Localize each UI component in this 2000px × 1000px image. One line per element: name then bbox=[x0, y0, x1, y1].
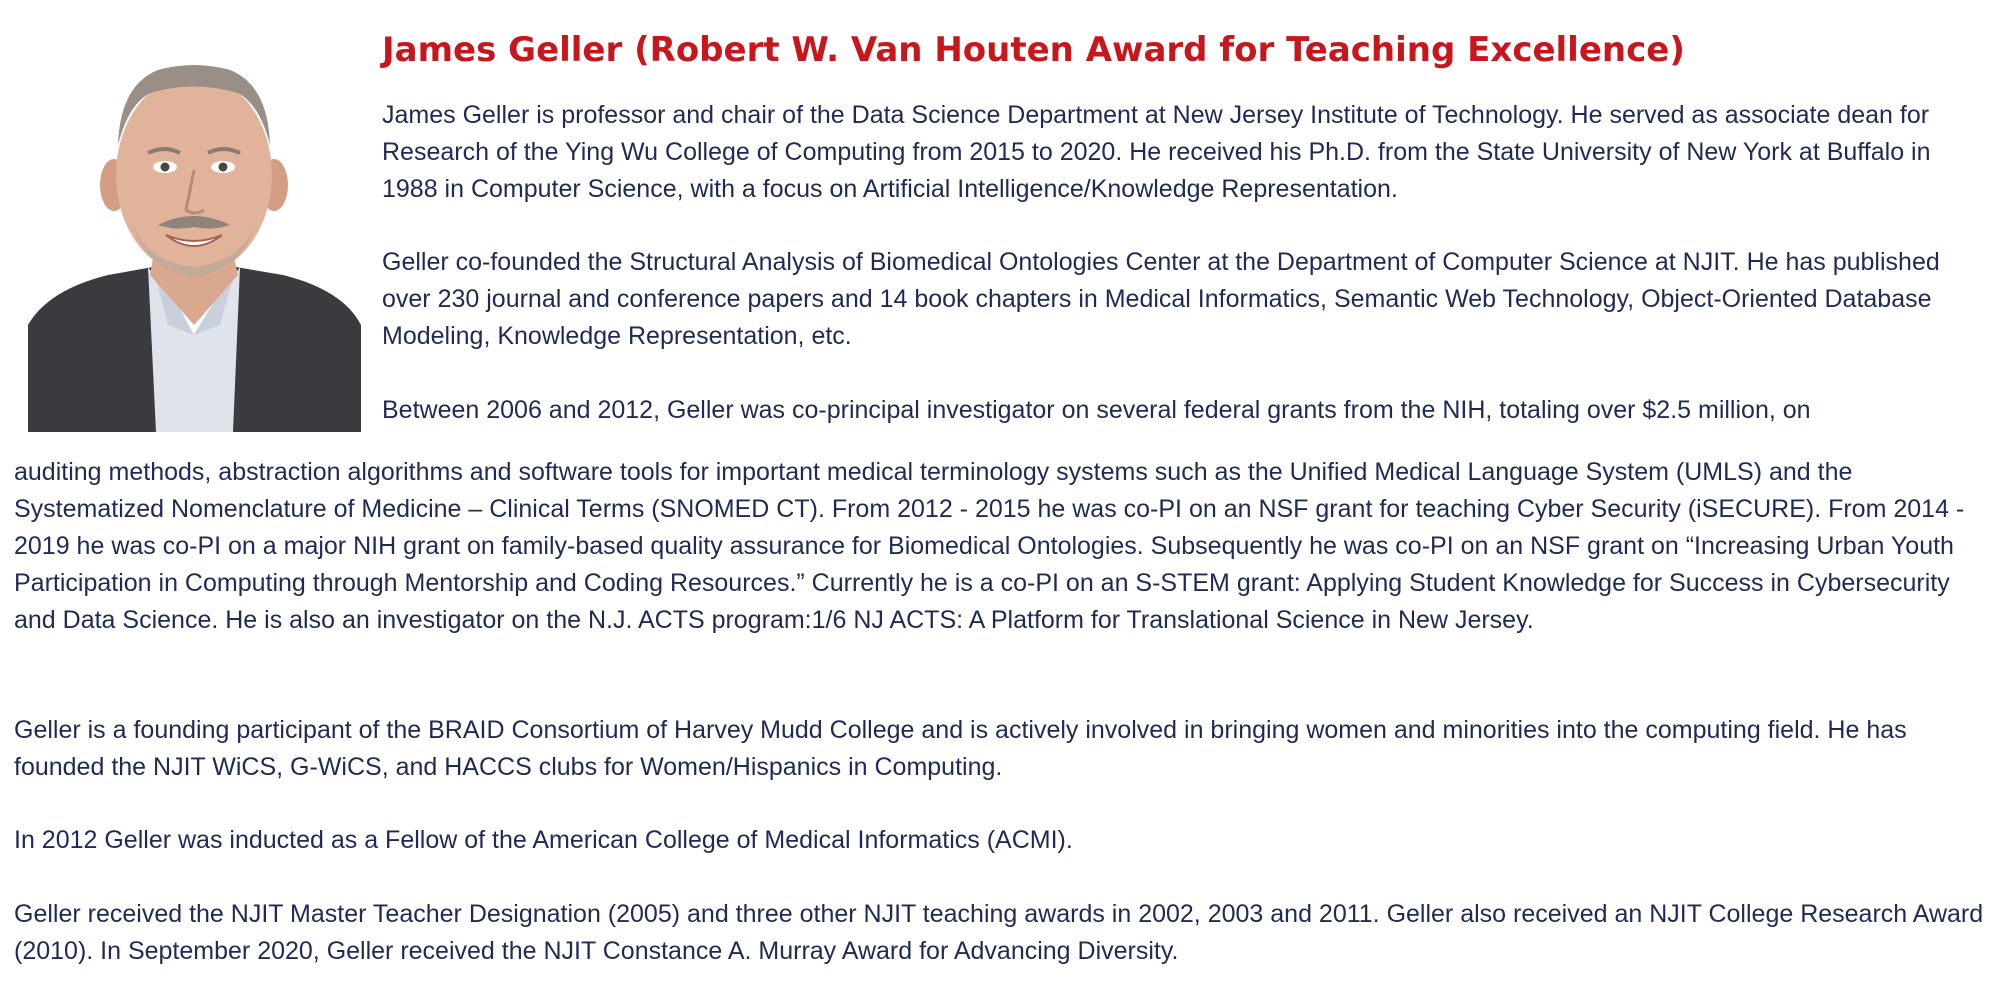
portrait-photo bbox=[28, 35, 361, 432]
page-title: James Geller (Robert W. Van Houten Award for Teaching Excellence) bbox=[382, 30, 1685, 70]
bio-paragraph-6: Geller received the NJIT Master Teacher Designation (2005) and three other NJIT teaching awards in 2002, 2003 and 2011. Geller also received an NJIT College Research Award (2010). In September 2020, Geller received the NJIT Constance A. Murray Award for Advancing Diversity. bbox=[14, 900, 1984, 965]
bio-paragraph-4: Geller is a founding participant of the BRAID Consortium of Harvey Mudd College and is actively involved in bringing women and minorities into the computing field. He has founded the NJIT WiCS, G-WiCS, and HACCS clubs for Women/Hispanics in Computing. bbox=[14, 716, 1907, 781]
bio-paragraph-2: Geller co-founded the Structural Analysis of Biomedical Ontologies Center at the Department of Computer Science at NJIT. He has published over 230 journal and conference papers and 14 book chapters in Medical Informatics, Semantic Web Technology, Object-Oriented Database Modeling, Knowledge Representation, etc. bbox=[382, 248, 1940, 350]
bio-paragraph-3-rest: auditing methods, abstraction algorithms and software tools for important medical terminology systems such as the Unified Medical Language System (UMLS) and the Systematized Nomenclature of Medicine – Clinical Terms (SNOMED CT). From 2012 - 2015 he was co-PI on an NSF grant for teaching Cyber Security (iSECURE). From 2014 - 2019 he was co-PI on a major NIH grant on family-based quality assurance for Biomedical Ontologies. Subsequently he was co-PI on an NSF grant on “Increasing Urban Youth Participation in Computing through Mentorship and Coding Resources.” Currently he is a co-PI on an S-STEM grant: Applying Student Knowledge for Success in Cybersecurity and Data Science. He is also an investigator on the N.J. ACTS program:1/6 NJ ACTS: A Platform for Translational Science in New Jersey. bbox=[14, 458, 1965, 634]
bio-paragraph-1: James Geller is professor and chair of the Data Science Department at New Jersey Institute of Technology. He served as associate dean for Research of the Ying Wu College of Computing from 2015 to 2020. He received his Ph.D. from the State University of New York at Buffalo in 1988 in Computer Science, with a focus on Artificial Intelligence/Knowledge Representation. bbox=[382, 101, 1931, 203]
bio-paragraph-3-start: Between 2006 and 2012, Geller was co-principal investigator on several federal grants from the NIH, totaling over $2.5 million, on bbox=[382, 396, 1811, 424]
bio-paragraph-5: In 2012 Geller was inducted as a Fellow of the American College of Medical Informatics (ACMI). bbox=[14, 826, 1073, 854]
